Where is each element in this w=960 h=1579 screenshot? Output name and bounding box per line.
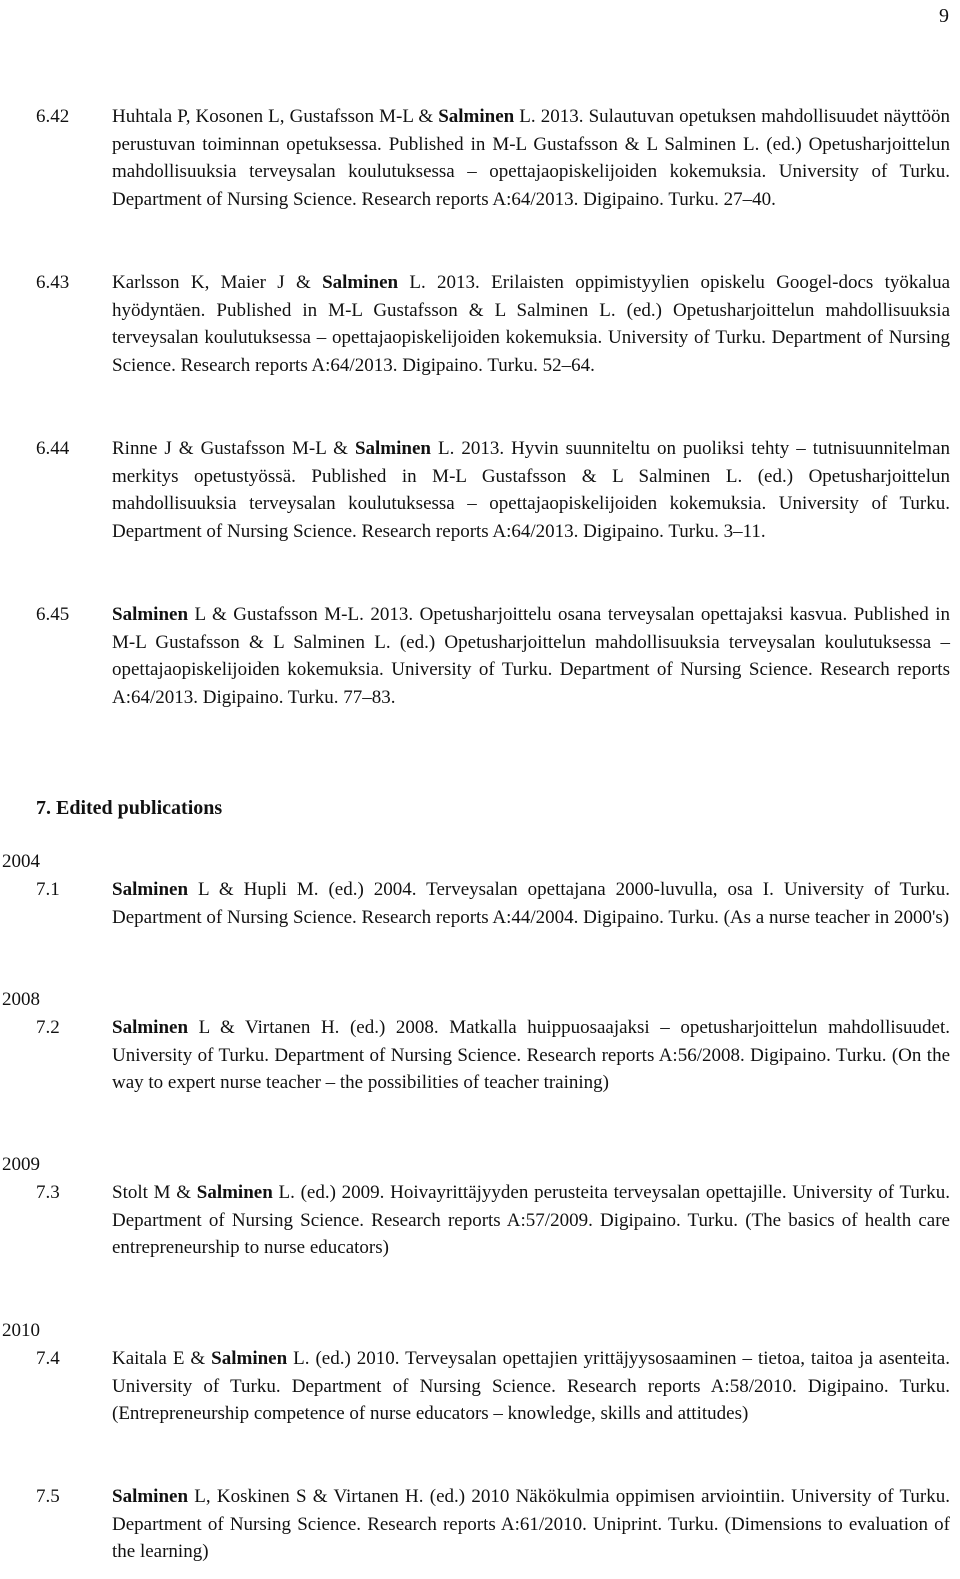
reference-entry-7-1 [36, 876, 950, 931]
entry-text [112, 1345, 950, 1428]
entry-citation: L. (ed.) 2009. Hoivayrittäjyyden perusteita terveysalan opettajille. University of Turku. Department of Nursing Science. Research reports A:57/2009. Digipaino. Turku. (The basics of health care entrepreneurship to nurse educators) [112, 1182, 950, 1259]
reference-entry-7-4 [36, 1345, 950, 1428]
entry-number: 6.43 [36, 272, 70, 293]
entry-text [112, 269, 950, 379]
reference-entry-6-45 [36, 601, 950, 711]
entry-author-bold: Salminen [112, 879, 189, 900]
entry-authors: Huhtala P, Kosonen L, Gustafsson M-L & [112, 106, 439, 127]
entry-author-bold: Salminen [322, 272, 399, 293]
entry-citation: L. (ed.) 2010. Terveysalan opettajien yrittäjyysosaaminen – tietoa, taitoa ja asenteita. University of Turku. Department of Nursing Science. Research reports A:58/2010. Digipaino. Turku. (Entrepreneurship competence of nurse educators – knowledge, skills and attitudes) [112, 1348, 950, 1425]
entry-citation: L. 2013. Hyvin suunniteltu on puoliksi tehty – tutnisuunnitelman merkitys opetustyössä. Published in M-L Gustafsson & L Salminen L. (ed.) Opetusharjoittelun mahdollisuuksia terveysalan koulutuksessa – opettajaopiskelijoiden kokemuksia. University of Turku. Department of Nursing Science. Research reports A:64/2013. Digipaino. Turku. 3–11. [112, 438, 950, 542]
reference-entry-6-43 [36, 269, 950, 379]
entry-citation: L, Koskinen S & Virtanen H. (ed.) 2010 Näkökulmia oppimisen arviointiin. University of Turku. Department of Nursing Science. Research reports A:61/2010. Uniprint. Turku. (Dimensions to evaluation of the learning) [112, 1486, 950, 1563]
entry-text [112, 601, 950, 711]
entry-text [112, 1483, 950, 1566]
entry-author-bold: Salminen [438, 106, 515, 127]
entry-number: 7.3 [36, 1182, 60, 1203]
entry-authors: Kaitala E & [112, 1348, 212, 1369]
entry-citation: L & Gustafsson M-L. 2013. Opetusharjoittelu osana terveysalan opettajaksi kasvua. Published in M-L Gustafsson & L Salminen L. (ed.) Opetusharjoittelun mahdollisuuksia terveysalan koulutuksessa – opettajaopiskelijoiden kokemuksia. University of Turku. Department of Nursing Science. Research reports A:64/2013. Digipaino. Turku. 77–83. [112, 604, 950, 708]
reference-entry-7-3 [36, 1179, 950, 1262]
entry-author-bold: Salminen [354, 438, 431, 459]
entry-text [112, 1014, 950, 1097]
reference-entry-6-42 [36, 103, 950, 213]
entry-text [112, 1179, 950, 1262]
entry-text [112, 103, 950, 213]
year-label: 2004 [2, 851, 40, 872]
entry-text [112, 876, 950, 931]
reference-entry-7-5 [36, 1483, 950, 1566]
entry-number: 7.5 [36, 1486, 60, 1507]
entry-authors: Rinne J & Gustafsson M-L & [112, 438, 355, 459]
section-heading: 7. Edited publications [36, 797, 223, 819]
entry-number: 7.2 [36, 1017, 60, 1038]
entry-citation: L & Hupli M. (ed.) 2004. Terveysalan opettajana 2000-luvulla, osa I. University of Turku. Department of Nursing Science. Research reports A:44/2004. Digipaino. Turku. (As a nurse teacher in 2000's) [112, 879, 950, 928]
entry-authors: Stolt M & [112, 1182, 197, 1203]
entry-number: 7.1 [36, 879, 60, 900]
entry-number: 6.45 [36, 604, 70, 625]
entry-author-bold: Salminen [112, 604, 189, 625]
entry-citation: L. 2013. Sulautuvan opetuksen mahdollisuudet näyttöön perustuvan toiminnan opetuksessa. Published in M-L Gustafsson & L Salminen L. (ed.) Opetusharjoittelun mahdollisuuksia terveysalan koulutuksessa – opettajaopiskelijoiden kokemuksia. University of Turku. Department of Nursing Science. Research reports A:64/2013. Digipaino. Turku. 27–40. [112, 106, 950, 210]
year-label: 2008 [2, 989, 40, 1010]
entry-author-bold: Salminen [211, 1348, 288, 1369]
entry-citation: L & Virtanen H. (ed.) 2008. Matkalla huippuosaajaksi – opetusharjoittelun mahdollisuudet. University of Turku. Department of Nursing Science. Research reports A:56/2008. Digipaino. Turku. (On the way to expert nurse teacher – the possibilities of teacher training) [112, 1017, 950, 1094]
entry-author-bold: Salminen [196, 1182, 273, 1203]
entry-author-bold: Salminen [112, 1017, 189, 1038]
entry-number: 6.44 [36, 438, 70, 459]
entry-citation: L. 2013. Erilaisten oppimistyylien opiskelu Googel-docs työkalua hyödyntäen. Published in M-L Gustafsson & L Salminen L. (ed.) Opetusharjoittelun mahdollisuuksia terveysalan koulutuksessa – opettajaopiskelijoiden kokemuksia. University of Turku. Department of Nursing Science. Research reports A:64/2013. Digipaino. Turku. 52–64. [112, 272, 951, 376]
reference-entry-6-44 [36, 435, 950, 545]
entry-author-bold: Salminen [112, 1486, 189, 1507]
entry-text [112, 435, 950, 545]
page-number: 9 [939, 5, 949, 27]
reference-entry-7-2 [36, 1014, 950, 1097]
entry-number: 7.4 [36, 1348, 60, 1369]
year-label: 2009 [2, 1154, 40, 1175]
year-label: 2010 [2, 1320, 40, 1341]
entry-number: 6.42 [36, 106, 70, 127]
entry-authors: Karlsson K, Maier J & [112, 272, 323, 293]
